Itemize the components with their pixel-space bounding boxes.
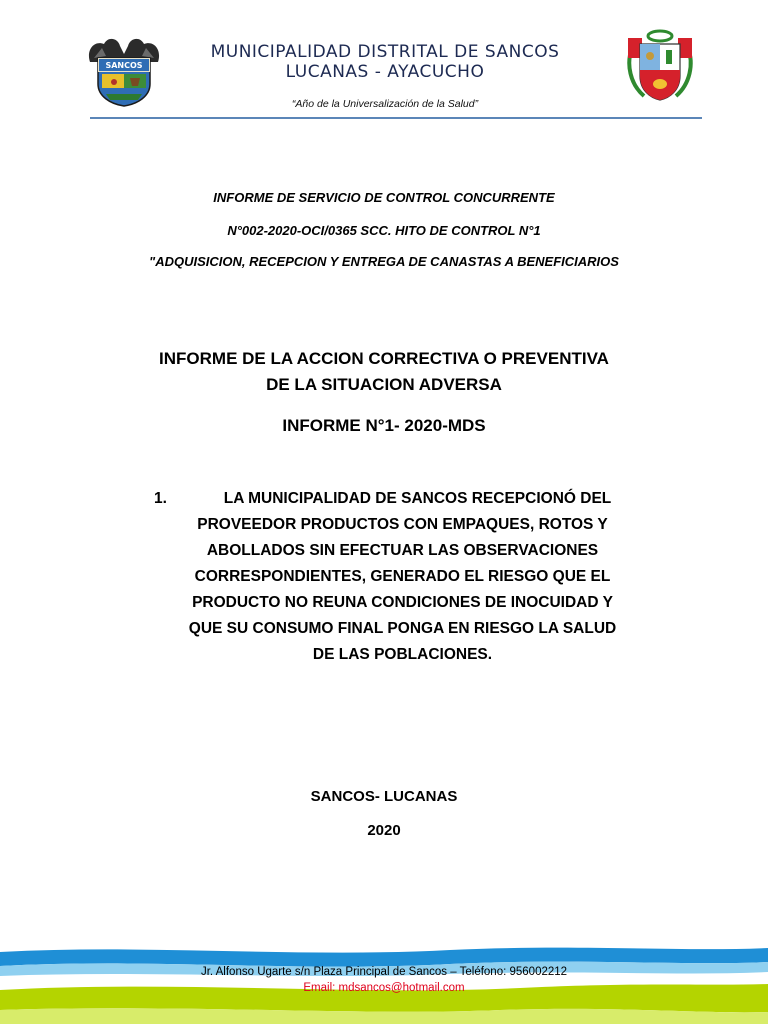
finding-line: DE LAS POBLACIONES.: [312, 646, 493, 663]
finding-line: LA MUNICIPALIDAD DE SANCOS RECEPCIONÓ DEL: [223, 490, 612, 507]
organization-name-line2: LUCANAS - AYACUCHO: [285, 62, 485, 82]
reference-line-3: "ADQUISICION, RECEPCION Y ENTREGA DE CANASTAS A BENEFICIARIOS: [149, 254, 619, 269]
reference-line-2: N°002-2020-OCI/0365 SCC. HITO DE CONTROL N°1: [227, 223, 541, 238]
finding-item-1: [150, 486, 655, 668]
document-title-line1: INFORME DE LA ACCION CORRECTIVA O PREVENTIVA: [159, 349, 609, 368]
year-motto: “Año de la Universalización de la Salud”: [291, 98, 479, 110]
municipal-emblem-logo: [84, 32, 164, 108]
header-divider: [90, 117, 702, 119]
closing-year: 2020: [367, 822, 401, 839]
footer-email[interactable]: Email: mdsancos@hotmail.com: [303, 982, 465, 994]
finding-line: CORRESPONDIENTES, GENERADO EL RIESGO QUE EL: [194, 568, 611, 585]
closing-place: SANCOS- LUCANAS: [310, 788, 458, 805]
finding-line: QUE SU CONSUMO FINAL PONGA EN RIESGO LA SALUD: [188, 620, 617, 637]
emblem-banner-text: SANCOS: [105, 61, 143, 70]
finding-line: PROVEEDOR PRODUCTOS CON EMPAQUES, ROTOS Y: [197, 516, 608, 533]
organization-name-line1: MUNICIPALIDAD DISTRITAL DE SANCOS: [210, 42, 560, 62]
finding-line: PRODUCTO NO REUNA CONDICIONES DE INOCUIDAD Y: [192, 594, 613, 611]
document-title-line2: DE LA SITUACION ADVERSA: [266, 375, 502, 394]
national-coat-of-arms-logo: [622, 28, 698, 104]
footer-address: Jr. Alfonso Ugarte s/n Plaza Principal de Sancos – Teléfono: 956002212: [200, 966, 568, 978]
report-number: INFORME N°1- 2020-MDS: [282, 416, 486, 435]
organization-name: [160, 42, 610, 82]
finding-line: ABOLLADOS SIN EFECTUAR LAS OBSERVACIONES: [206, 542, 599, 559]
reference-line-1: INFORME DE SERVICIO DE CONTROL CONCURRENTE: [213, 190, 555, 205]
finding-number: 1.: [154, 490, 167, 507]
